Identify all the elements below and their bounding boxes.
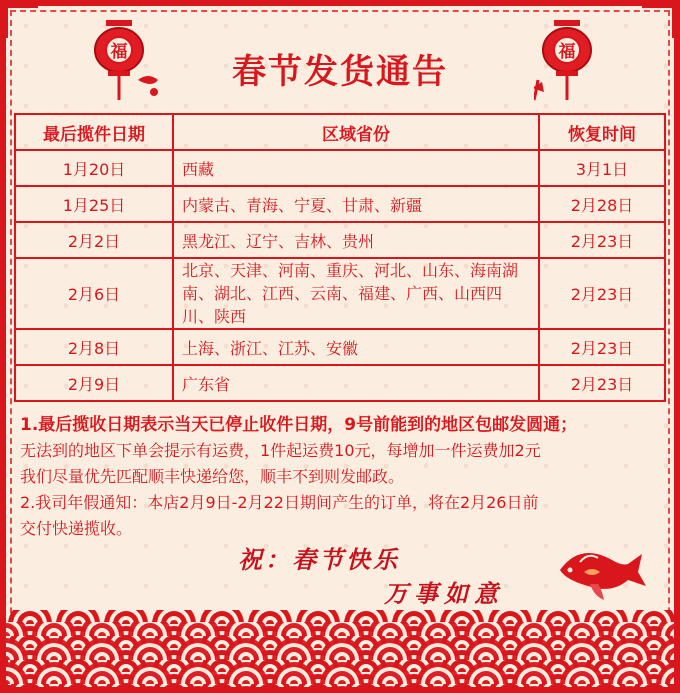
header-last-pickup-date: 最后揽件日期 xyxy=(15,114,173,150)
cell-resume: 2月23日 xyxy=(539,258,665,329)
notice-notes xyxy=(20,412,665,542)
blessing-line: 万事如意 xyxy=(384,579,504,608)
table-row xyxy=(15,365,665,401)
cell-region: 黑龙江、辽宁、吉林、贵州 xyxy=(173,222,539,258)
cell-resume: 2月23日 xyxy=(539,329,665,365)
shipping-table xyxy=(14,113,666,402)
cell-region: 西藏 xyxy=(173,150,539,186)
corner-ornament xyxy=(642,4,676,38)
note-line: 无法到的地区下单会提示有运费，1件起运费10元，每增加一件运费加2元 xyxy=(20,441,541,460)
note-line: 交付快递揽收。 xyxy=(20,519,133,538)
note-line: 我们尽量优先匹配顺丰快递给您，顺丰不到则发邮政。 xyxy=(20,467,405,486)
table-row xyxy=(15,150,665,186)
lantern-char: 福 xyxy=(558,42,576,62)
page-title: 春节发货通告 xyxy=(232,52,448,92)
cell-date: 1月20日 xyxy=(15,150,173,186)
corner-ornament xyxy=(4,4,38,38)
cell-region: 内蒙古、青海、宁夏、甘肃、新疆 xyxy=(173,186,539,222)
cell-resume: 3月1日 xyxy=(539,150,665,186)
lantern-char: 福 xyxy=(110,42,128,62)
cell-resume: 2月28日 xyxy=(539,186,665,222)
table-row xyxy=(15,258,665,329)
wave-pattern xyxy=(6,600,674,687)
cell-resume: 2月23日 xyxy=(539,222,665,258)
note-line: 2.我司年假通知：本店2月9日-2月22日期间产生的订单，将在2月26日前 xyxy=(20,493,539,512)
blessing-line: 祝：春节快乐 xyxy=(238,545,400,574)
cell-date: 2月8日 xyxy=(15,329,173,365)
cell-region: 北京、天津、河南、重庆、河北、山东、海南湖南、湖北、江西、云南、福建、广西、山西四川、陕西 xyxy=(173,258,539,329)
cell-date: 2月6日 xyxy=(15,258,173,329)
table-header-row xyxy=(15,114,665,150)
header-region: 区域省份 xyxy=(173,114,539,150)
cell-region: 上海、浙江、江苏、安徽 xyxy=(173,329,539,365)
note-line: 1.最后揽收日期表示当天已停止收件日期，9号前能到的地区包邮发圆通； xyxy=(20,415,578,435)
cell-resume: 2月23日 xyxy=(539,365,665,401)
header-resume-time: 恢复时间 xyxy=(539,114,665,150)
table-row xyxy=(15,222,665,258)
table-row xyxy=(15,186,665,222)
cell-region: 广东省 xyxy=(173,365,539,401)
cell-date: 2月2日 xyxy=(15,222,173,258)
table-row xyxy=(15,329,665,365)
cell-date: 2月9日 xyxy=(15,365,173,401)
cell-date: 1月25日 xyxy=(15,186,173,222)
